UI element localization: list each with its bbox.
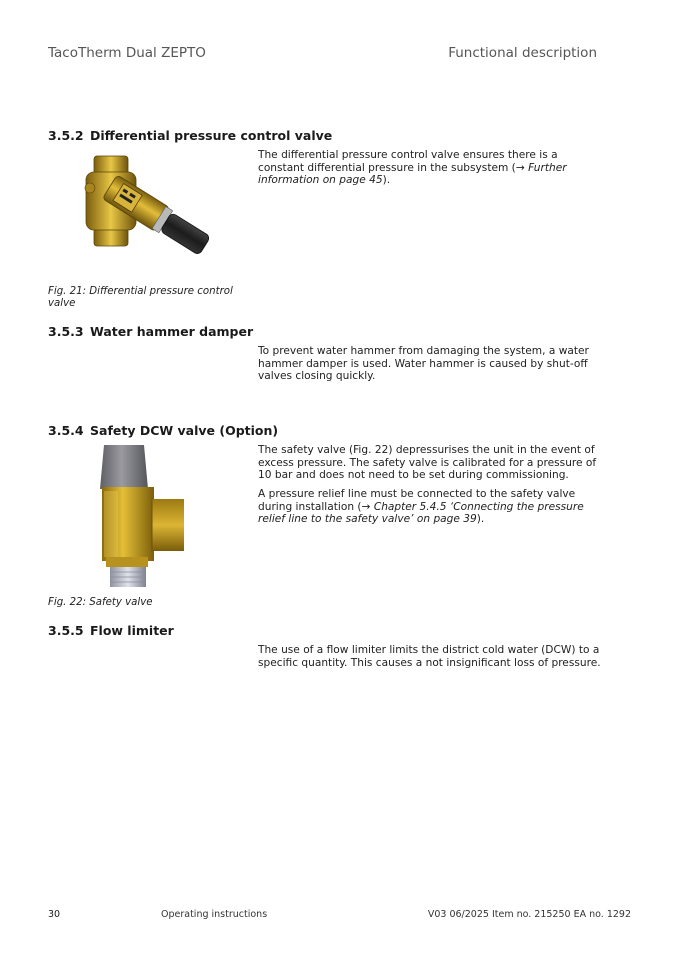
- footer-version-info: V03 06/2025 Item no. 215250 EA no. 1292: [427, 909, 631, 920]
- figure-caption-22: Fig. 22: Safety valve: [48, 597, 153, 608]
- paragraph-text: The differential pressure control valve ensures there is a constant differential pressure in the subsystem (: [258, 149, 558, 174]
- cross-reference-icon: →: [361, 500, 371, 513]
- section-title: Flow limiter: [90, 623, 174, 638]
- section-heading-3-5-4: [48, 423, 278, 438]
- cross-reference-link[interactable]: Chapter 5.4.5 ‘Connecting the pressure relief line to the safety valve’ on page 39: [258, 500, 584, 526]
- figure-caption-21: Fig. 21: Differential pressure control valve: [48, 286, 233, 309]
- paragraph-water-hammer: To prevent water hammer from damaging the system, a water hammer damper is used. Water hammer is caused by shut-off valves closing quickly.: [258, 345, 589, 383]
- section-title: Differential pressure control valve: [90, 128, 333, 143]
- paragraph-pressure-relief: [258, 488, 603, 526]
- cross-reference-icon: →: [515, 161, 525, 174]
- cross-reference-link[interactable]: Further information on page 45: [258, 161, 567, 187]
- section-heading-3-5-5: [48, 623, 174, 638]
- paragraph-flow-limiter: The use of a flow limiter limits the district cold water (DCW) to a specific quantity. This causes a not insignificant loss of pressure.: [258, 644, 601, 669]
- paragraph-safety-valve: The safety valve (Fig. 22) depressurises the unit in the event of excess pressure. The safety valve is calibrated for a pressure of 10 bar and does not need to be set during commissioning.: [258, 444, 597, 482]
- paragraph-differential-pressure: [258, 149, 603, 187]
- section-number: 3.5.3: [48, 324, 84, 339]
- paragraph-text: A pressure relief line must be connected to the safety valve during installation (: [258, 488, 576, 513]
- section-number: 3.5.5: [48, 623, 84, 638]
- header-chapter-title: Functional description: [448, 45, 597, 61]
- section-heading-3-5-2: [48, 128, 332, 143]
- section-number: 3.5.2: [48, 128, 84, 143]
- paragraph-text: ).: [476, 513, 485, 526]
- differential-pressure-valve-image: [76, 152, 218, 264]
- paragraph-text: ).: [382, 174, 391, 187]
- section-heading-3-5-3: [48, 324, 253, 339]
- section-title: Water hammer damper: [90, 324, 254, 339]
- header-product-name: TacoTherm Dual ZEPTO: [48, 45, 206, 61]
- footer-document-type: Operating instructions: [161, 909, 268, 920]
- section-number: 3.5.4: [48, 423, 84, 438]
- section-title: Safety DCW valve (Option): [90, 423, 279, 438]
- footer-page-number: 30: [48, 909, 61, 920]
- safety-valve-image: [48, 443, 238, 590]
